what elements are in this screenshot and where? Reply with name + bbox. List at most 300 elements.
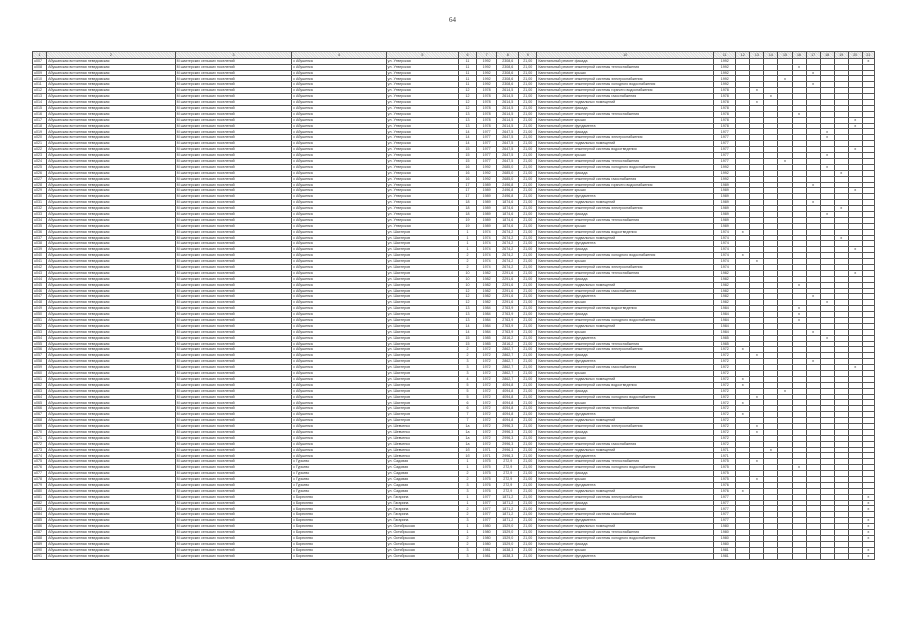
- table-cell: 1989: [714, 182, 736, 188]
- table-cell: 1а: [458, 441, 476, 447]
- table-cell: с Абушенка: [292, 259, 386, 265]
- table-cell: 1977: [714, 147, 736, 153]
- table-cell: 1974: [714, 235, 736, 241]
- table-cell: с Абушенка: [292, 223, 386, 229]
- table-cell: с Абушенка: [292, 335, 386, 341]
- table-cell: Абушанская вотчинная неведомская: [47, 435, 176, 441]
- table-cell: 1989: [714, 217, 736, 223]
- table-cell: ул. Утверская: [386, 123, 458, 129]
- table-cell: Капитальный ремонт подвальных помещений: [537, 235, 714, 241]
- table-cell: 21,00: [519, 371, 537, 377]
- table-cell: М шахтерских сельских поселений: [175, 82, 292, 88]
- table-cell: 1972: [714, 376, 736, 382]
- table-cell: 1972: [477, 400, 497, 406]
- table-cell: с Абушенка: [292, 282, 386, 288]
- year-mark-cell: х: [848, 247, 862, 253]
- table-cell: 1972: [714, 412, 736, 418]
- table-cell: 1974: [477, 264, 497, 270]
- table-cell: 1980: [714, 530, 736, 536]
- table-cell: с Абушенка: [292, 188, 386, 194]
- table-cell: Капитальный ремонт крыши: [537, 435, 714, 441]
- table-cell: 21,00: [519, 105, 537, 111]
- table-cell: 1972: [714, 435, 736, 441]
- table-cell: 1б: [458, 447, 476, 453]
- table-cell: u021: [33, 141, 47, 147]
- table-cell: ул. Садовая: [386, 459, 458, 465]
- table-cell: 1989: [477, 200, 497, 206]
- column-header: 3: [175, 52, 292, 59]
- table-cell: ул. Утверская: [386, 111, 458, 117]
- table-cell: Капитальный ремонт подвальных помещений: [537, 100, 714, 106]
- table-cell: 12: [458, 288, 476, 294]
- table-cell: u014: [33, 100, 47, 106]
- table-cell: с Гурьево: [292, 488, 386, 494]
- table-cell: с Абушенка: [292, 182, 386, 188]
- table-cell: ул. Утверская: [386, 82, 458, 88]
- table-cell: 21,00: [519, 459, 537, 465]
- table-cell: 1972: [714, 359, 736, 365]
- table-cell: с Абушенка: [292, 164, 386, 170]
- table-cell: 2647,5: [497, 153, 519, 159]
- table-cell: ул. Шахтеров: [386, 253, 458, 259]
- table-cell: 1975: [477, 477, 497, 483]
- table-cell: 17: [458, 182, 476, 188]
- table-cell: с Абушенка: [292, 82, 386, 88]
- table-cell: ул. Гагарина: [386, 506, 458, 512]
- table-cell: ул. Шахтеров: [386, 353, 458, 359]
- table-cell: 2: [458, 253, 476, 259]
- table-cell: 1874,6: [497, 211, 519, 217]
- year-mark-cell: х: [820, 129, 834, 135]
- table-cell: Капитальный ремонт фасада: [537, 247, 714, 253]
- table-cell: 21,00: [519, 365, 537, 371]
- table-cell: 1972: [477, 441, 497, 447]
- table-cell: 1971: [477, 453, 497, 459]
- table-cell: u060: [33, 371, 47, 377]
- table-cell: М шахтерских сельских поселений: [175, 453, 292, 459]
- table-cell: Абушанская вотчинная неведомская: [47, 494, 176, 500]
- table-cell: 1874,6: [497, 206, 519, 212]
- table-cell: М шахтерских сельских поселений: [175, 535, 292, 541]
- table-cell: 1а: [458, 429, 476, 435]
- table-cell: Абушанская вотчинная неведомская: [47, 182, 176, 188]
- table-cell: 12: [458, 94, 476, 100]
- table-cell: с Бирюлево: [292, 518, 386, 524]
- table-cell: ул. Шахтеров: [386, 412, 458, 418]
- table-cell: с Бирюлево: [292, 553, 386, 559]
- table-cell: 1977: [477, 141, 497, 147]
- table-cell: ул. Утверская: [386, 200, 458, 206]
- table-cell: 1871,2: [497, 512, 519, 518]
- table-cell: 1977: [714, 494, 736, 500]
- table-cell: 21,00: [519, 471, 537, 477]
- table-cell: ул. Шахтеров: [386, 323, 458, 329]
- table-cell: 1989: [477, 211, 497, 217]
- table-cell: 272,9: [497, 465, 519, 471]
- table-cell: с Гурьево: [292, 477, 386, 483]
- year-mark-cell: х: [792, 111, 806, 117]
- table-cell: 2: [458, 512, 476, 518]
- table-cell: 13: [458, 117, 476, 123]
- table-cell: 21,00: [519, 70, 537, 76]
- table-cell: Капитальный ремонт подвальных помещений: [537, 524, 714, 530]
- table-cell: Абушанская вотчинная неведомская: [47, 300, 176, 306]
- table-cell: М шахтерских сельских поселений: [175, 94, 292, 100]
- table-cell: с Абушенка: [292, 447, 386, 453]
- table-cell: 2685,0: [497, 170, 519, 176]
- table-cell: Капитальный ремонт инженерной системы электроснабжения: [537, 135, 714, 141]
- table-cell: М шахтерских сельских поселений: [175, 76, 292, 82]
- table-cell: ул. Шахтеров: [386, 418, 458, 424]
- table-cell: 1971: [714, 453, 736, 459]
- table-cell: 1972: [477, 359, 497, 365]
- table-cell: Капитальный ремонт инженерной системы холодного водоснабжения: [537, 535, 714, 541]
- table-cell: с Бирюлево: [292, 494, 386, 500]
- table-cell: ул. Октябрьская: [386, 535, 458, 541]
- table-cell: Капитальный ремонт крыши: [537, 547, 714, 553]
- table-cell: u090: [33, 547, 47, 553]
- table-cell: 21,00: [519, 82, 537, 88]
- table-cell: 1992: [477, 170, 497, 176]
- table-cell: 15: [458, 147, 476, 153]
- table-cell: Абушанская вотчинная неведомская: [47, 541, 176, 547]
- table-cell: 21,00: [519, 241, 537, 247]
- table-cell: ул. Утверская: [386, 206, 458, 212]
- table-cell: u078: [33, 477, 47, 483]
- year-mark-cell: х: [806, 70, 820, 76]
- table-cell: Капитальный ремонт инженерной системы теплоснабжения: [537, 459, 714, 465]
- table-cell: 11: [458, 70, 476, 76]
- table-cell: ул. Гагарина: [386, 518, 458, 524]
- year-mark-cell: х: [862, 530, 874, 536]
- table-cell: 5: [458, 394, 476, 400]
- table-cell: М шахтерских сельских поселений: [175, 294, 292, 300]
- table-cell: с Абушенка: [292, 217, 386, 223]
- table-cell: 1989: [714, 211, 736, 217]
- table-cell: М шахтерских сельских поселений: [175, 488, 292, 494]
- table-cell: Капитальный ремонт фасада: [537, 541, 714, 547]
- table-cell: 1981: [714, 547, 736, 553]
- table-cell: 1978: [714, 100, 736, 106]
- table-cell: Абушанская вотчинная неведомская: [47, 58, 176, 64]
- table-cell: Абушанская вотчинная неведомская: [47, 229, 176, 235]
- table-cell: ул. Утверская: [386, 105, 458, 111]
- table-cell: Абушанская вотчинная неведомская: [47, 217, 176, 223]
- year-mark-cell: [848, 553, 862, 559]
- table-cell: Абушанская вотчинная неведомская: [47, 223, 176, 229]
- year-mark-cell: х: [834, 170, 848, 176]
- table-cell: 21,00: [519, 524, 537, 530]
- year-mark-cell: х: [862, 58, 874, 64]
- column-header: 4: [292, 52, 386, 59]
- table-cell: 2996,3: [497, 447, 519, 453]
- table-cell: 1984: [714, 306, 736, 312]
- table-cell: 1: [458, 494, 476, 500]
- table-cell: 1971: [714, 447, 736, 453]
- table-cell: М шахтерских сельских поселений: [175, 482, 292, 488]
- table-cell: Абушанская вотчинная неведомская: [47, 406, 176, 412]
- table-cell: 14: [458, 323, 476, 329]
- table-cell: 1972: [714, 418, 736, 424]
- table-cell: 272,9: [497, 477, 519, 483]
- table-cell: 2614,5: [497, 94, 519, 100]
- table-cell: 1982: [714, 294, 736, 300]
- table-cell: с Абушенка: [292, 158, 386, 164]
- table-cell: М шахтерских сельских поселений: [175, 182, 292, 188]
- year-mark-cell: х: [750, 259, 764, 265]
- table-cell: 21,00: [519, 223, 537, 229]
- table-cell: 4094,8: [497, 412, 519, 418]
- year-mark-cell: х: [862, 553, 874, 559]
- table-cell: 2685,0: [497, 164, 519, 170]
- table-cell: Капитальный ремонт подвальных помещений: [537, 447, 714, 453]
- table-cell: 21,00: [519, 541, 537, 547]
- year-mark-cell: х: [848, 123, 862, 129]
- table-cell: 21,00: [519, 100, 537, 106]
- table-cell: 5: [458, 388, 476, 394]
- year-mark-cell: х: [736, 229, 750, 235]
- table-cell: 21,00: [519, 441, 537, 447]
- table-cell: с Абушенка: [292, 64, 386, 70]
- table-cell: u051: [33, 317, 47, 323]
- table-cell: 10: [458, 270, 476, 276]
- table-cell: 1972: [477, 406, 497, 412]
- table-cell: 2674,2: [497, 247, 519, 253]
- table-cell: u030: [33, 194, 47, 200]
- table-cell: 11: [458, 58, 476, 64]
- table-cell: с Абушенка: [292, 264, 386, 270]
- year-mark-cell: [806, 553, 820, 559]
- table-cell: 21,00: [519, 353, 537, 359]
- table-cell: Капитальный ремонт крыши: [537, 117, 714, 123]
- year-mark-cell: х: [778, 158, 792, 164]
- table-cell: 1985: [477, 341, 497, 347]
- table-cell: 1972: [477, 353, 497, 359]
- table-cell: 12: [458, 88, 476, 94]
- table-cell: 2763,9: [497, 323, 519, 329]
- table-cell: 1972: [477, 412, 497, 418]
- table-cell: 1984: [477, 306, 497, 312]
- table-cell: с Абушенка: [292, 117, 386, 123]
- year-mark-cell: х: [792, 64, 806, 70]
- table-cell: 6: [458, 400, 476, 406]
- year-mark-cell: х: [750, 429, 764, 435]
- table-cell: 1974: [714, 253, 736, 259]
- table-cell: Капитальный ремонт инженерной системы газоснабжения: [537, 512, 714, 518]
- table-cell: 1975: [714, 465, 736, 471]
- table-cell: 17: [458, 194, 476, 200]
- table-cell: 1975: [714, 459, 736, 465]
- table-cell: Абушанская вотчинная неведомская: [47, 465, 176, 471]
- table-cell: 1972: [477, 394, 497, 400]
- table-cell: 21,00: [519, 264, 537, 270]
- column-header: 5: [386, 52, 458, 59]
- table-cell: ул. Утверская: [386, 117, 458, 123]
- table-cell: с Абушенка: [292, 441, 386, 447]
- table-cell: 17: [458, 188, 476, 194]
- table-cell: 2614,5: [497, 123, 519, 129]
- table-cell: 2496,8: [497, 188, 519, 194]
- table-cell: 18: [458, 211, 476, 217]
- table-cell: 1972: [477, 347, 497, 353]
- table-cell: ул. Утверская: [386, 194, 458, 200]
- table-cell: ул. Утверская: [386, 176, 458, 182]
- table-cell: u038: [33, 241, 47, 247]
- table-cell: с Абушенка: [292, 294, 386, 300]
- table-cell: М шахтерских сельских поселений: [175, 276, 292, 282]
- table-cell: 2996,3: [497, 453, 519, 459]
- year-mark-cell: х: [862, 524, 874, 530]
- table-cell: 1978: [714, 88, 736, 94]
- table-cell: 21,00: [519, 412, 537, 418]
- table-cell: Абушанская вотчинная неведомская: [47, 500, 176, 506]
- table-cell: 1984: [714, 312, 736, 318]
- table-cell: 1: [458, 247, 476, 253]
- table-cell: с Абушенка: [292, 382, 386, 388]
- table-cell: 1984: [714, 323, 736, 329]
- table-cell: 2: [458, 477, 476, 483]
- table-cell: 21,00: [519, 64, 537, 70]
- table-cell: 14: [458, 135, 476, 141]
- table-cell: с Абушенка: [292, 105, 386, 111]
- year-mark-cell: х: [792, 312, 806, 318]
- year-mark-cell: х: [862, 500, 874, 506]
- table-cell: Абушанская вотчинная неведомская: [47, 94, 176, 100]
- table-cell: Капитальный ремонт фасада: [537, 388, 714, 394]
- table-cell: Капитальный ремонт инженерной системы теплоснабжения: [537, 406, 714, 412]
- table-cell: М шахтерских сельских поселений: [175, 335, 292, 341]
- table-cell: 21,00: [519, 317, 537, 323]
- table-cell: u036: [33, 229, 47, 235]
- table-cell: Капитальный ремонт инженерной системы теплоснабжения: [537, 217, 714, 223]
- table-cell: 1982: [714, 282, 736, 288]
- table-cell: 1982: [477, 282, 497, 288]
- table-cell: М шахтерских сельских поселений: [175, 129, 292, 135]
- table-cell: 4094,8: [497, 400, 519, 406]
- table-cell: ул. Шахтеров: [386, 347, 458, 353]
- table-cell: Абушанская вотчинная неведомская: [47, 447, 176, 453]
- table-cell: с Абушенка: [292, 270, 386, 276]
- table-cell: ул. Утверская: [386, 158, 458, 164]
- table-cell: М шахтерских сельских поселений: [175, 547, 292, 553]
- table-cell: с Абушенка: [292, 88, 386, 94]
- table-cell: 21,00: [519, 512, 537, 518]
- table-cell: 12: [458, 300, 476, 306]
- table-cell: u086: [33, 524, 47, 530]
- table-cell: 1982: [714, 270, 736, 276]
- table-cell: 1982: [477, 294, 497, 300]
- table-cell: u073: [33, 447, 47, 453]
- table-cell: 10: [458, 282, 476, 288]
- table-cell: Капитальный ремонт инженерной системы электроснабжения: [537, 264, 714, 270]
- table-cell: М шахтерских сельских поселений: [175, 153, 292, 159]
- table-cell: u052: [33, 323, 47, 329]
- table-cell: М шахтерских сельских поселений: [175, 382, 292, 388]
- table-cell: 1978: [714, 94, 736, 100]
- table-cell: 2674,2: [497, 253, 519, 259]
- year-mark-cell: х: [820, 335, 834, 341]
- table-cell: u077: [33, 471, 47, 477]
- table-cell: 1974: [714, 264, 736, 270]
- table-cell: ул. Утверская: [386, 94, 458, 100]
- table-cell: u082: [33, 500, 47, 506]
- table-cell: ул. Садовая: [386, 482, 458, 488]
- table-cell: ул. Шахтеров: [386, 400, 458, 406]
- table-cell: 1874,6: [497, 200, 519, 206]
- column-header: 1: [33, 52, 47, 59]
- table-cell: Капитальный ремонт фасада: [537, 58, 714, 64]
- table-cell: 21,00: [519, 329, 537, 335]
- table-cell: 21,00: [519, 247, 537, 253]
- table-cell: Капитальный ремонт крыши: [537, 153, 714, 159]
- table-cell: 1529,0: [497, 535, 519, 541]
- table-cell: с Абушенка: [292, 388, 386, 394]
- table-cell: 1977: [477, 500, 497, 506]
- table-cell: 2763,9: [497, 312, 519, 318]
- table-cell: 1978: [477, 88, 497, 94]
- table-cell: u044: [33, 276, 47, 282]
- table-cell: М шахтерских сельских поселений: [175, 441, 292, 447]
- year-mark-cell: х: [736, 376, 750, 382]
- table-cell: Капитальный ремонт фундамента: [537, 123, 714, 129]
- table-cell: u029: [33, 188, 47, 194]
- table-cell: 4094,8: [497, 388, 519, 394]
- year-mark-cell: х: [764, 94, 778, 100]
- table-cell: Капитальный ремонт фундамента: [537, 335, 714, 341]
- table-cell: 16: [458, 176, 476, 182]
- table-cell: 2: [458, 259, 476, 265]
- year-mark-cell: х: [862, 494, 874, 500]
- table-cell: ул. Шевченко: [386, 424, 458, 430]
- table-cell: ул. Садовая: [386, 465, 458, 471]
- table-cell: Капитальный ремонт инженерной системы холодного водоснабжения: [537, 465, 714, 471]
- table-cell: 1972: [714, 400, 736, 406]
- table-cell: 1972: [714, 365, 736, 371]
- table-cell: М шахтерских сельских поселений: [175, 406, 292, 412]
- year-mark-cell: х: [806, 182, 820, 188]
- table-cell: 21,00: [519, 288, 537, 294]
- year-mark-cell: [778, 553, 792, 559]
- table-cell: 5: [458, 382, 476, 388]
- table-cell: 1977: [477, 512, 497, 518]
- table-cell: Абушанская вотчинная неведомская: [47, 524, 176, 530]
- table-cell: 13: [458, 123, 476, 129]
- header-row: [33, 52, 875, 59]
- table-cell: Абушанская вотчинная неведомская: [47, 64, 176, 70]
- table-cell: с Абушенка: [292, 111, 386, 117]
- table-cell: с Бирюлево: [292, 512, 386, 518]
- table-cell: 1984: [477, 323, 497, 329]
- table-cell: М шахтерских сельских поселений: [175, 88, 292, 94]
- table-cell: Абушанская вотчинная неведомская: [47, 235, 176, 241]
- table-cell: Абушанская вотчинная неведомская: [47, 147, 176, 153]
- table-cell: 2291,6: [497, 288, 519, 294]
- table-cell: u058: [33, 359, 47, 365]
- table-cell: Абушанская вотчинная неведомская: [47, 482, 176, 488]
- table-cell: 1972: [714, 429, 736, 435]
- table-cell: с Абушенка: [292, 424, 386, 430]
- table-cell: u050: [33, 312, 47, 318]
- table-cell: М шахтерских сельских поселений: [175, 477, 292, 483]
- table-cell: ул. Утверская: [386, 223, 458, 229]
- table-cell: 21,00: [519, 400, 537, 406]
- table-cell: ул. Шевченко: [386, 441, 458, 447]
- table-cell: 1977: [477, 153, 497, 159]
- table-cell: Абушанская вотчинная неведомская: [47, 506, 176, 512]
- table-cell: 14: [458, 129, 476, 135]
- table-cell: 21,00: [519, 382, 537, 388]
- table-cell: Капитальный ремонт инженерной системы холодного водоснабжения: [537, 164, 714, 170]
